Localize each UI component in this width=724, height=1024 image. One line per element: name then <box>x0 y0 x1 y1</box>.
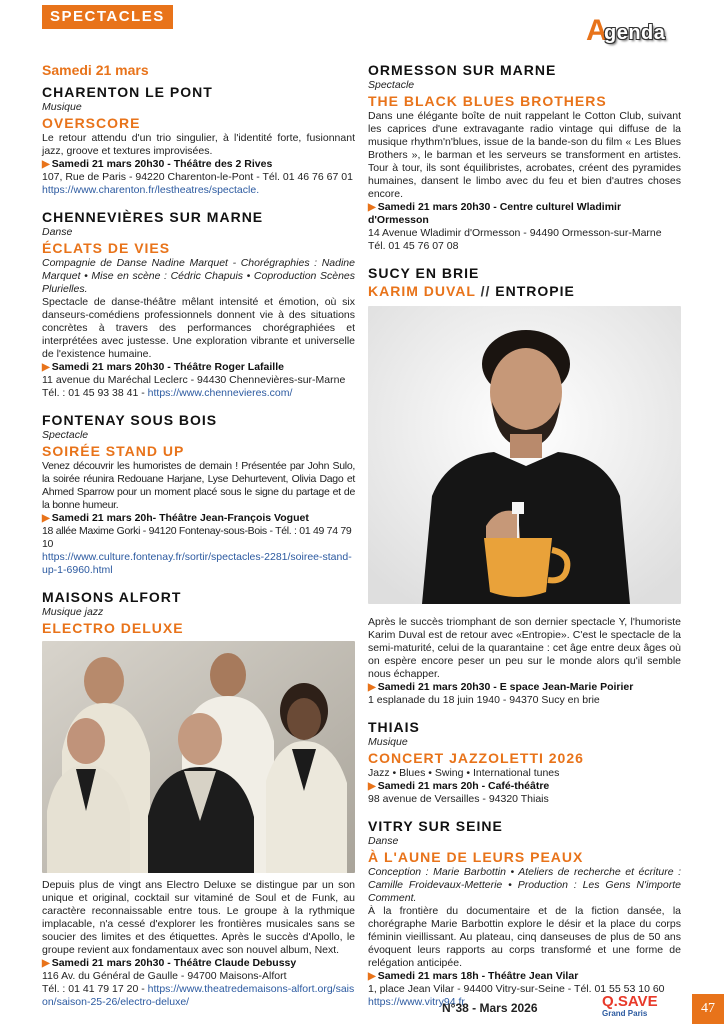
magazine-logo <box>602 994 678 1016</box>
event-city: MAISONS ALFORT <box>42 589 182 605</box>
event-address: 107, Rue de Paris - 94220 Charenton-le-Pont - Tél. 01 46 76 67 01 <box>42 171 353 183</box>
event-title: SOIRÉE STAND UP <box>42 443 185 459</box>
arrow-icon: ▶ <box>42 362 50 373</box>
event-date-text: Samedi 21 mars 20h - Café-théâtre <box>377 780 550 792</box>
event-artist: KARIM DUVAL <box>368 283 476 299</box>
event-date-text: Samedi 21 mars 20h- Théâtre Jean-François Voguet <box>51 512 309 524</box>
event-address: 14 Avenue Wladimir d'Ormesson - 94490 Ormesson-sur-Marne <box>368 227 662 239</box>
section-tag: SPECTACLES <box>42 5 173 29</box>
event-genre: Spectacle <box>42 429 89 441</box>
event-address: 1, place Jean Vilar - 94400 Vitry-sur-Seine - Tél. 01 55 53 10 60 <box>368 983 665 995</box>
artist-photo-image <box>368 306 681 604</box>
event-link[interactable]: https://www.culture.fontenay.fr/sortir/spectacles-2281/soiree-stand-up-1-6960.html <box>42 551 352 576</box>
event-date <box>42 158 355 171</box>
arrow-icon: ▶ <box>368 202 376 213</box>
event-thiais <box>368 719 681 806</box>
event-date <box>42 512 355 525</box>
event-description: À la frontière du documentaire et de la fiction dansée, la chorégraphe Marie Barbottin explore le désir et la place du corps féminin vieillissant. Au plateau, cinq danseuses de plus de 50 ans évoquent leurs rapports au corps transformé et une forme de relégation anticipée. <box>368 905 681 969</box>
event-link[interactable]: https://www.chennevieres.com/ <box>147 387 293 399</box>
event-credits: Compagnie de Danse Nadine Marquet - Chorégraphies : Nadine Marquet • Mise en scène : Cédric Chapuis • Coproduction Scènes Plurielles. <box>42 257 355 295</box>
event-city: CHENNEVIÈRES SUR MARNE <box>42 209 264 225</box>
event-date <box>368 780 681 793</box>
event-title: OVERSCORE <box>42 115 141 131</box>
event-vitry <box>368 818 681 1009</box>
event-description: Après le succès triomphant de son dernier spectacle Y, l'humoriste Karim Duval est de retour avec «Entropie». C'est le spectacle de la semi-maturité, celui de la quarantaine : cet âge entre deux âges où on espère encore peser un peu sur le monde alors qu'il semble nous échapper. <box>368 616 681 680</box>
title-separator: // <box>475 283 496 299</box>
event-date <box>368 970 681 983</box>
event-title: À L'AUNE DE LEURS PEAUX <box>368 849 584 865</box>
event-city: FONTENAY SOUS BOIS <box>42 412 218 428</box>
event-credits: Conception : Marie Barbottin • Ateliers de recherche et écriture : Camille Froidevaux-Metterie • Production : Les Gens N'importe Comment. <box>368 866 681 904</box>
band-photo-image <box>42 641 355 873</box>
issue-number: N°38 - Mars 2026 <box>442 1001 538 1015</box>
event-title: ÉCLATS DE VIES <box>42 240 171 256</box>
arrow-icon: ▶ <box>368 682 376 693</box>
agenda-logo-initial: A <box>586 14 608 47</box>
band-photo <box>42 641 355 873</box>
event-city: VITRY SUR SEINE <box>368 818 503 834</box>
event-date <box>368 681 681 694</box>
event-date-text: Samedi 21 mars 20h30 - Centre culturel Wladimir d'Ormesson <box>368 201 622 226</box>
event-date <box>42 361 355 374</box>
arrow-icon: ▶ <box>368 971 376 982</box>
arrow-icon: ▶ <box>368 781 376 792</box>
event-phone: Tél. 01 45 76 07 08 <box>368 240 459 252</box>
arrow-icon: ▶ <box>42 958 50 969</box>
arrow-icon: ▶ <box>42 159 50 170</box>
event-genre: Danse <box>368 835 399 847</box>
page-number: 47 <box>692 994 724 1024</box>
event-date-text: Samedi 21 mars 20h30 - Théâtre Roger Lafaille <box>51 361 284 373</box>
event-description: Jazz • Blues • Swing • International tunes <box>368 767 560 779</box>
event-city: ORMESSON SUR MARNE <box>368 62 557 78</box>
magazine-logo-subtitle: Grand Paris <box>602 1009 648 1018</box>
event-link[interactable]: https://www.theatredemaisons-alfort.org/saison/saison-25-26/electro-deluxe/ <box>42 983 355 1008</box>
event-description: Le retour attendu d'un trio singulier, à l'identité forte, fusionnant jazz, groove et textures improvisées. <box>42 132 355 157</box>
event-description: Venez découvrir les humoristes de demain ! Présentée par John Sulo, la soirée réunira Redouane Harjane, Lyse Dehurtevent, Olivia Dago et Ahmed Sparrow pour un moment placé sous le signe du partage et de la bonne humeur. <box>42 460 355 511</box>
artist-photo <box>368 306 681 604</box>
event-date-text: Samedi 21 mars 18h - Théâtre Jean Vilar <box>377 970 579 982</box>
event-fontenay <box>42 412 355 577</box>
event-genre: Musique jazz <box>42 606 104 618</box>
event-phone: Tél. : 01 41 79 17 20 - <box>42 983 148 995</box>
event-ormesson <box>368 62 681 253</box>
event-maisons-alfort <box>42 589 355 1009</box>
event-link[interactable]: https://www.vitry94.fr <box>368 996 465 1008</box>
event-date <box>368 201 681 227</box>
event-description: Spectacle de danse-théâtre mêlant intensité et émotion, où six danseurs-comédiens professionnels donnent vie à des situations concrètes à travers des performances chorégraphiées et interprétées avec justesse. Une exploration vibrante et universelle de l'existence humaine. <box>42 296 355 360</box>
event-date-text: Samedi 21 mars 20h30 - Théâtre Claude Debussy <box>51 957 297 969</box>
event-description: Dans une élégante boîte de nuit rappelant le Cotton Club, suivant les caprices d'une extravagante radio vintage qui diffuse de la musique rhythm'n'blues, issue de la bande-son du film « Les Blues Brothers », le barman et les serveurs se transforment en artistes. Tour à tour, ils sont équilibristes, acrobates, créent des pyramides humaines, dansent le limbo avec du feu et bien d'autres choses encore. <box>368 110 681 200</box>
event-genre: Danse <box>42 226 73 238</box>
event-city: THIAIS <box>368 719 420 735</box>
event-address: 11 avenue du Maréchal Leclerc - 94430 Chennevières-sur-Marne <box>42 374 346 386</box>
event-link[interactable]: https://www.charenton.fr/lestheatres/spectacle. <box>42 184 260 196</box>
date-heading: Samedi 21 mars <box>42 62 149 78</box>
event-genre: Spectacle <box>368 79 415 91</box>
event-sucy <box>368 265 681 707</box>
event-address: 18 allée Maxime Gorki - 94120 Fontenay-sous-Bois - Tél. : 01 49 74 79 10 <box>42 525 352 550</box>
event-genre: Musique <box>368 736 408 748</box>
arrow-icon: ▶ <box>42 513 50 524</box>
event-phone: Tél. : 01 45 93 38 41 - <box>42 387 148 399</box>
event-address: 116 Av. du Général de Gaulle - 94700 Maisons-Alfort <box>42 970 287 982</box>
event-city: CHARENTON LE PONT <box>42 84 213 100</box>
event-address: 1 esplanade du 18 juin 1940 - 94370 Sucy en brie <box>368 694 600 706</box>
magazine-logo-text: Q.SAVE <box>602 993 658 1010</box>
event-title <box>368 282 681 300</box>
agenda-logo-text: genda <box>604 22 666 44</box>
event-show-name: ENTROPIE <box>495 283 575 299</box>
agenda-logo <box>586 14 684 47</box>
right-column <box>368 58 681 1021</box>
event-title: CONCERT JAZZOLETTI 2026 <box>368 750 584 766</box>
event-title: THE BLACK BLUES BROTHERS <box>368 93 607 109</box>
event-description: Depuis plus de vingt ans Electro Deluxe se distingue par un son unique et original, cocktail sur vitaminé de Soul et de Funk, au caractère reconnaissable entre tous. Le groupe à la rythmique implacable, n'a cessé d'explorer les frontières musicales sans se soucier des limites et des étiquettes. Après le succès d'Apollo, le groupe revient aux fondamentaux avec son nouvel album, Next. <box>42 879 355 956</box>
event-contact <box>42 387 355 400</box>
event-genre: Musique <box>42 101 82 113</box>
event-chennevieres <box>42 209 355 400</box>
event-date <box>42 957 355 970</box>
event-city: SUCY EN BRIE <box>368 265 480 281</box>
event-charenton <box>42 84 355 197</box>
event-contact <box>42 983 355 1009</box>
left-column <box>42 58 355 1021</box>
event-date-text: Samedi 21 mars 20h30 - E space Jean-Marie Poirier <box>377 681 634 693</box>
event-date-text: Samedi 21 mars 20h30 - Théâtre des 2 Rives <box>51 158 273 170</box>
event-title: ELECTRO DELUXE <box>42 620 184 636</box>
event-address: 98 avenue de Versailles - 94320 Thiais <box>368 793 549 805</box>
